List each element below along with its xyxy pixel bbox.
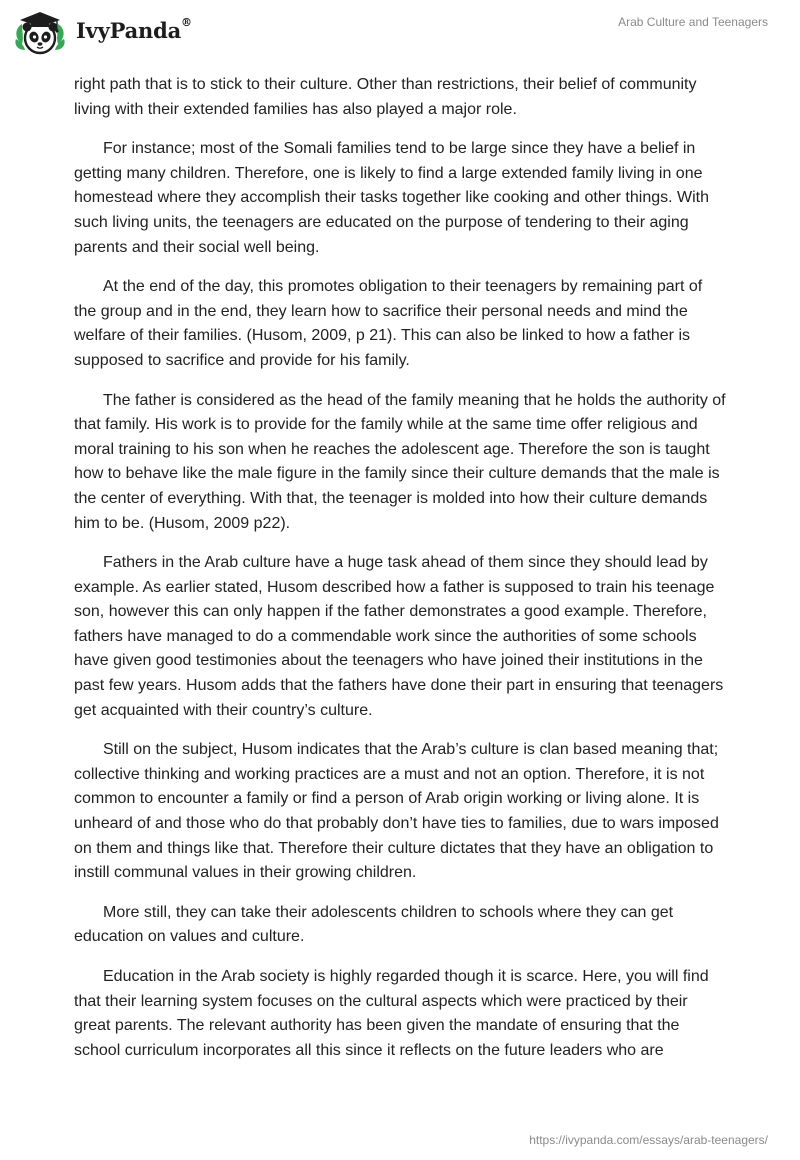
paragraph: The father is considered as the head of the family meaning that he holds the authority of that family. His work is to provide for the family while at the same time offer religious and moral training to his son when he reaches the adolescent age. Therefore the son is taught how to behave like the male figure in the family since their culture demands that the male is the center of everything. With that, the teenager is molded into how their culture demands him to be. (Husom, 2009 p22). — [74, 391, 726, 532]
paragraph: For instance; most of the Somali families tend to be large since they have a belief in getting many children. Therefore, one is likely to find a large extended family living in one homestead where they accomplish their tasks together like cooking and other things. With such living units, the teenagers are educated on the purpose of tendering to their aging parents and their social well being. — [74, 140, 709, 256]
paragraph: Education in the Arab society is highly regarded though it is scarce. Here, you will find that their learning system focuses on the cultural aspects which were practiced by their great parents. The relevant authority has been given the mandate of ensuring that the school curriculum incorporates all this since it reflects on the future leaders who are — [74, 968, 709, 1059]
document-title: Arab Culture and Teenagers — [618, 15, 768, 29]
source-url: https://ivypanda.com/essays/arab-teenagers/ — [529, 1133, 768, 1147]
paragraph: Fathers in the Arab culture have a huge task ahead of them since they should lead by example. As earlier stated, Husom described how a father is supposed to train his teenage son, however this can only happen if the father demonstrates a good example. Therefore, fathers have managed to do a commendable work since the authorities of some schools have given good testimonies about the teenagers who have joined their institutions in the past few years. Husom adds that the fathers have done their part in ensuring that teenagers get acquainted with their country’s culture. — [74, 554, 724, 719]
ivypanda-logo-icon[interactable] — [12, 8, 70, 58]
paragraph: At the end of the day, this promotes obligation to their teenagers by remaining part of the group and in the end, they learn how to sacrifice their personal needs and mind the welfare of their families. (Husom, 2009, p 21). This can also be linked to how a father is supposed to sacrifice and provide for his family. — [74, 278, 703, 369]
brand-name-text: IvyPanda — [76, 18, 182, 43]
page-header — [0, 0, 800, 70]
essay-body — [74, 73, 726, 1078]
paragraph: Still on the subject, Husom indicates that the Arab’s culture is clan based meaning that; collective thinking and working practices are a must and not an option. Therefore, it is not common to encounter a family or find a person of Arab origin working or living alone. It is unheard of and those who do that probably don’t have ties to families, due to wars imposed on them and things like that. Therefore their culture dictates that they have an obligation to instill communal values in their growing children. — [74, 741, 719, 882]
registered-mark: ® — [181, 16, 192, 29]
paragraph-continuation: right path that is to stick to their culture. Other than restrictions, their belief of community living with their extended families has also played a major role. — [74, 76, 697, 118]
paragraph: More still, they can take their adolescents children to schools where they can get education on values and culture. — [74, 903, 674, 946]
brand-name[interactable] — [76, 18, 192, 43]
